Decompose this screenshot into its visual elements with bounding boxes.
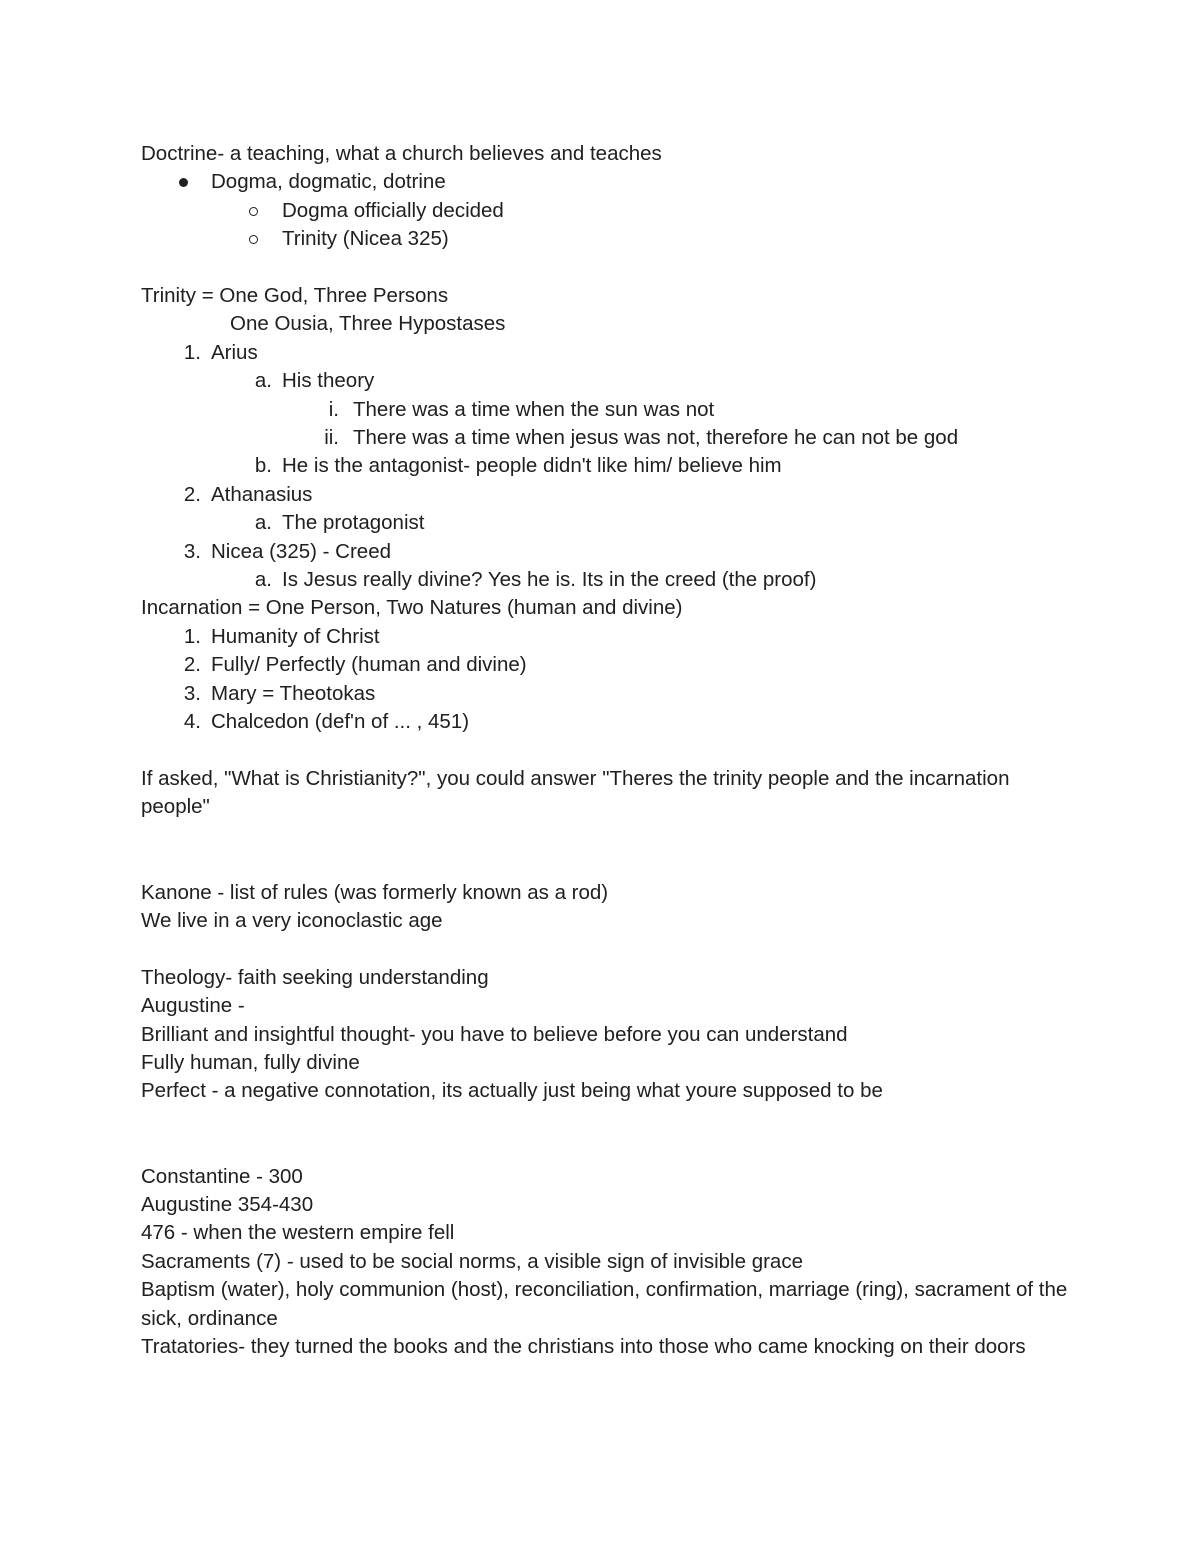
list-marker: 2. bbox=[183, 653, 201, 677]
list-item-text: Mary = Theotokas bbox=[211, 681, 376, 705]
list-marker: 1. bbox=[183, 340, 201, 364]
blank-line bbox=[141, 850, 1071, 878]
trinity-subheading: One Ousia, Three Hypostases bbox=[230, 312, 506, 336]
list-marker: a. bbox=[254, 369, 272, 393]
doctrine-subbullet bbox=[141, 197, 1071, 225]
christianity-note: If asked, "What is Christianity?", you could answer "Theres the trinity people and the incarnation people" bbox=[141, 766, 1010, 819]
doctrine-bullet-text: Dogma, dogmatic, dotrine bbox=[211, 170, 446, 194]
list-item-incarnation bbox=[141, 651, 1071, 679]
blank-line bbox=[141, 1106, 1071, 1134]
list-marker: b. bbox=[254, 454, 272, 478]
list-marker: 2. bbox=[183, 482, 201, 506]
belief-line: Brilliant and insightful thought- you have to believe before you can understand bbox=[141, 1022, 848, 1046]
theology-line: Theology- faith seeking understanding bbox=[141, 965, 489, 989]
list-item-text: The protagonist bbox=[282, 511, 425, 535]
list-item-nicea-divine bbox=[141, 566, 1071, 594]
circle-bullet-icon bbox=[249, 207, 258, 216]
list-item-arius-antagonist bbox=[141, 452, 1071, 480]
list-item-text: There was a time when the sun was not bbox=[353, 397, 715, 421]
doctrine-subbullet bbox=[141, 225, 1071, 253]
list-item-text: His theory bbox=[282, 369, 375, 393]
doctrine-subbullet-text: Dogma officially decided bbox=[282, 198, 504, 222]
augustine-line: Augustine - bbox=[141, 994, 245, 1018]
list-item-nicea bbox=[141, 538, 1071, 566]
disc-bullet-icon bbox=[179, 178, 188, 187]
constantine-line: Constantine - 300 bbox=[141, 1164, 303, 1188]
circle-bullet-icon bbox=[249, 235, 258, 244]
augustine-dates-line: Augustine 354-430 bbox=[141, 1192, 314, 1216]
incarnation-heading: Incarnation = One Person, Two Natures (human and divine) bbox=[141, 596, 683, 620]
list-marker: ii. bbox=[324, 426, 339, 450]
empire-fell-line: 476 - when the western empire fell bbox=[141, 1221, 455, 1245]
sacraments-list-line: Baptism (water), holy communion (host), reconciliation, confirmation, marriage (ring), sacrament of the sick, ordinance bbox=[141, 1278, 1068, 1330]
list-item-arius-theory bbox=[141, 367, 1071, 395]
list-item-text: Athanasius bbox=[211, 482, 313, 506]
list-item-incarnation bbox=[141, 623, 1071, 651]
list-item-athanasius-protagonist bbox=[141, 509, 1071, 537]
list-marker: 3. bbox=[183, 539, 201, 563]
fully-human-line: Fully human, fully divine bbox=[141, 1050, 360, 1074]
doctrine-bullet bbox=[141, 168, 1071, 196]
list-item-incarnation bbox=[141, 708, 1071, 736]
blank-line bbox=[141, 254, 1071, 282]
blank-line bbox=[141, 935, 1071, 963]
list-item-text: Arius bbox=[211, 340, 258, 364]
list-item-arius bbox=[141, 339, 1071, 367]
list-marker: a. bbox=[254, 568, 272, 592]
list-item-arius-theory-ii bbox=[141, 424, 1071, 452]
list-item-text: Chalcedon (def'n of ... , 451) bbox=[211, 710, 470, 734]
iconoclastic-line: We live in a very iconoclastic age bbox=[141, 908, 443, 932]
list-marker: 3. bbox=[183, 681, 201, 705]
doctrine-heading: Doctrine- a teaching, what a church believes and teaches bbox=[141, 142, 662, 165]
sacraments-line: Sacraments (7) - used to be social norms, a visible sign of invisible grace bbox=[141, 1249, 803, 1273]
list-marker: 1. bbox=[183, 624, 201, 648]
list-item-text: He is the antagonist- people didn't like him/ believe him bbox=[282, 454, 782, 478]
blank-line bbox=[141, 737, 1071, 765]
tratatories-line: Tratatories- they turned the books and the christians into those who came knocking on their doors bbox=[141, 1334, 1026, 1358]
list-marker: i. bbox=[328, 397, 339, 421]
list-item-incarnation bbox=[141, 680, 1071, 708]
list-item-text: There was a time when jesus was not, therefore he can not be god bbox=[353, 426, 959, 450]
list-item-text: Nicea (325) - Creed bbox=[211, 539, 392, 563]
list-marker: a. bbox=[254, 511, 272, 535]
list-marker: 4. bbox=[183, 710, 201, 734]
blank-line bbox=[141, 822, 1071, 850]
list-item-arius-theory-i bbox=[141, 396, 1071, 424]
list-item-athanasius bbox=[141, 481, 1071, 509]
document-body bbox=[141, 140, 1071, 1361]
doctrine-subbullet-text: Trinity (Nicea 325) bbox=[282, 227, 449, 251]
list-item-text: Is Jesus really divine? Yes he is. Its in the creed (the proof) bbox=[282, 568, 817, 592]
trinity-heading: Trinity = One God, Three Persons bbox=[141, 284, 449, 308]
list-item-text: Humanity of Christ bbox=[211, 624, 380, 648]
kanone-line: Kanone - list of rules (was formerly known as a rod) bbox=[141, 880, 609, 904]
blank-line bbox=[141, 1134, 1071, 1162]
list-item-text: Fully/ Perfectly (human and divine) bbox=[211, 653, 527, 677]
perfect-line: Perfect - a negative connotation, its actually just being what youre supposed to be bbox=[141, 1079, 883, 1103]
